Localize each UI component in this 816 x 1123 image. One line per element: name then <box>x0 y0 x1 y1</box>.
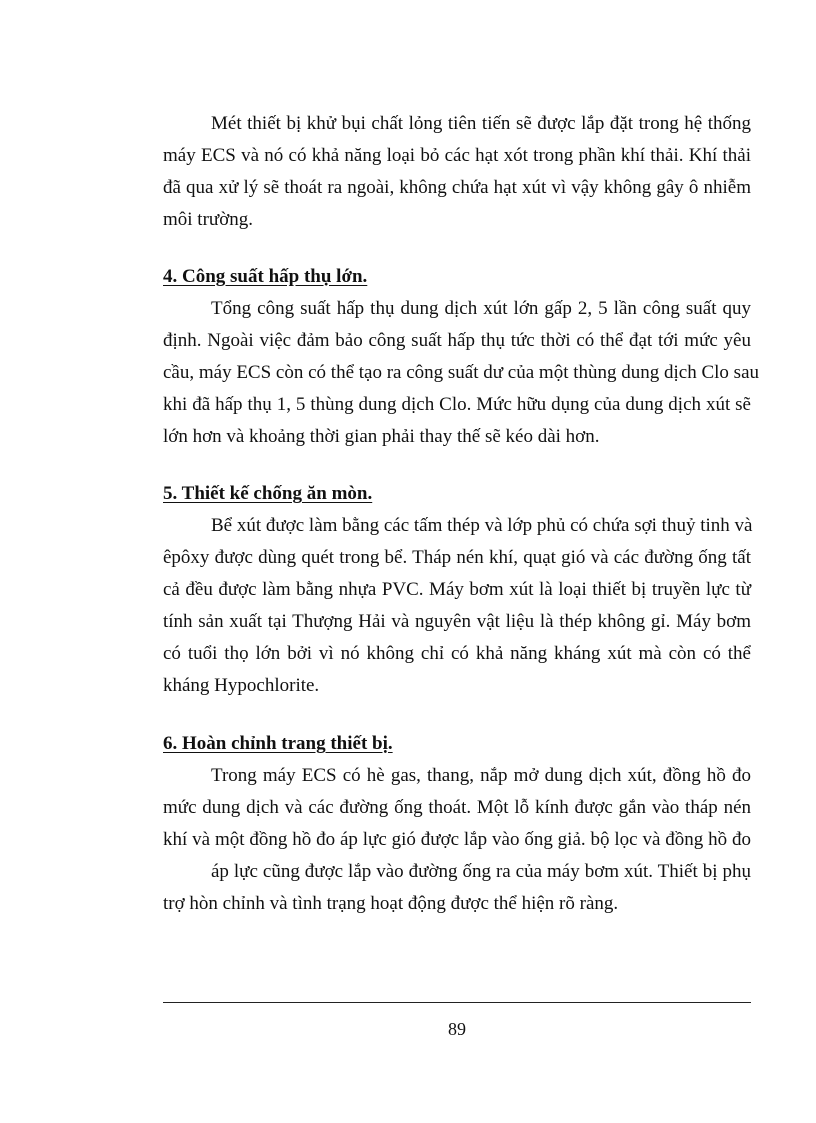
footer-divider <box>163 1002 751 1003</box>
section-5-line: cả đều được làm bằng nhựa PVC. Máy bơm xút là loại thiết bị truyền lực từ <box>163 579 751 600</box>
page-number: 89 <box>448 1019 466 1039</box>
intro-line: máy ECS và nó có khả năng loại bỏ các hạt xót trong phần khí thải. Khí thải <box>163 145 751 166</box>
section-6-line: trợ hòn chỉnh và tình trạng hoạt động được thể hiện rõ ràng. <box>163 893 619 914</box>
section-6-line: mức dung dịch và các đường ống thoát. Một lỗ kính được gắn vào tháp nén <box>163 797 751 818</box>
section-heading-4: 4. Công suất hấp thụ lớn. <box>163 266 368 287</box>
section-5-line: kháng Hypochlorite. <box>163 675 320 696</box>
section-4-line: lớn hơn và khoảng thời gian phải thay thế sẽ kéo dài hơn. <box>163 426 600 447</box>
intro-line: đã qua xử lý sẽ thoát ra ngoài, không chứa hạt xút vì vậy không gây ô nhiễm <box>163 177 751 198</box>
intro-line: môi trường. <box>163 209 254 230</box>
intro-line: Mét thiết bị khử bụi chất lỏng tiên tiến sẽ được lắp đặt trong hệ thống <box>211 113 751 134</box>
section-heading-6: 6. Hoàn chỉnh trang thiết bị. <box>163 733 393 754</box>
section-6-line: khí và một đồng hồ đo áp lực gió được lắp vào ống giả. bộ lọc và đồng hồ đo <box>163 829 751 850</box>
section-4-line: khi đã hấp thụ 1, 5 thùng dung dịch Clo. Mức hữu dụng của dung dịch xút sẽ <box>163 394 751 415</box>
section-4-line: cầu, máy ECS còn có thể tạo ra công suất dư của một thùng dung dịch Clo sau <box>163 362 760 383</box>
section-6-line: Trong máy ECS có hè gas, thang, nắp mở dung dịch xút, đồng hồ đo <box>211 765 751 786</box>
section-4-line: Tổng công suất hấp thụ dung dịch xút lớn gấp 2, 5 lần công suất quy <box>211 298 751 319</box>
section-4-line: định. Ngoài việc đảm bảo công suất hấp thụ tức thời có thể đạt tới mức yêu <box>163 330 751 351</box>
section-5-line: tính sản xuất tại Thượng Hải và nguyên vật liệu là thép không gỉ. Máy bơm <box>163 611 751 632</box>
section-5-line: có tuổi thọ lớn bởi vì nó không chỉ có khả năng kháng xút mà còn có thể <box>163 643 751 664</box>
section-5-line: êpôxy được dùng quét trong bể. Tháp nén khí, quạt gió và các đường ống tất <box>163 547 751 568</box>
section-5-line: Bể xút được làm bằng các tấm thép và lớp phủ có chứa sợi thuỷ tinh và <box>211 515 753 536</box>
section-6-line: áp lực cũng được lắp vào đường ống ra của máy bơm xút. Thiết bị phụ <box>211 861 751 882</box>
section-heading-5: 5. Thiết kế chống ăn mòn. <box>163 483 373 504</box>
